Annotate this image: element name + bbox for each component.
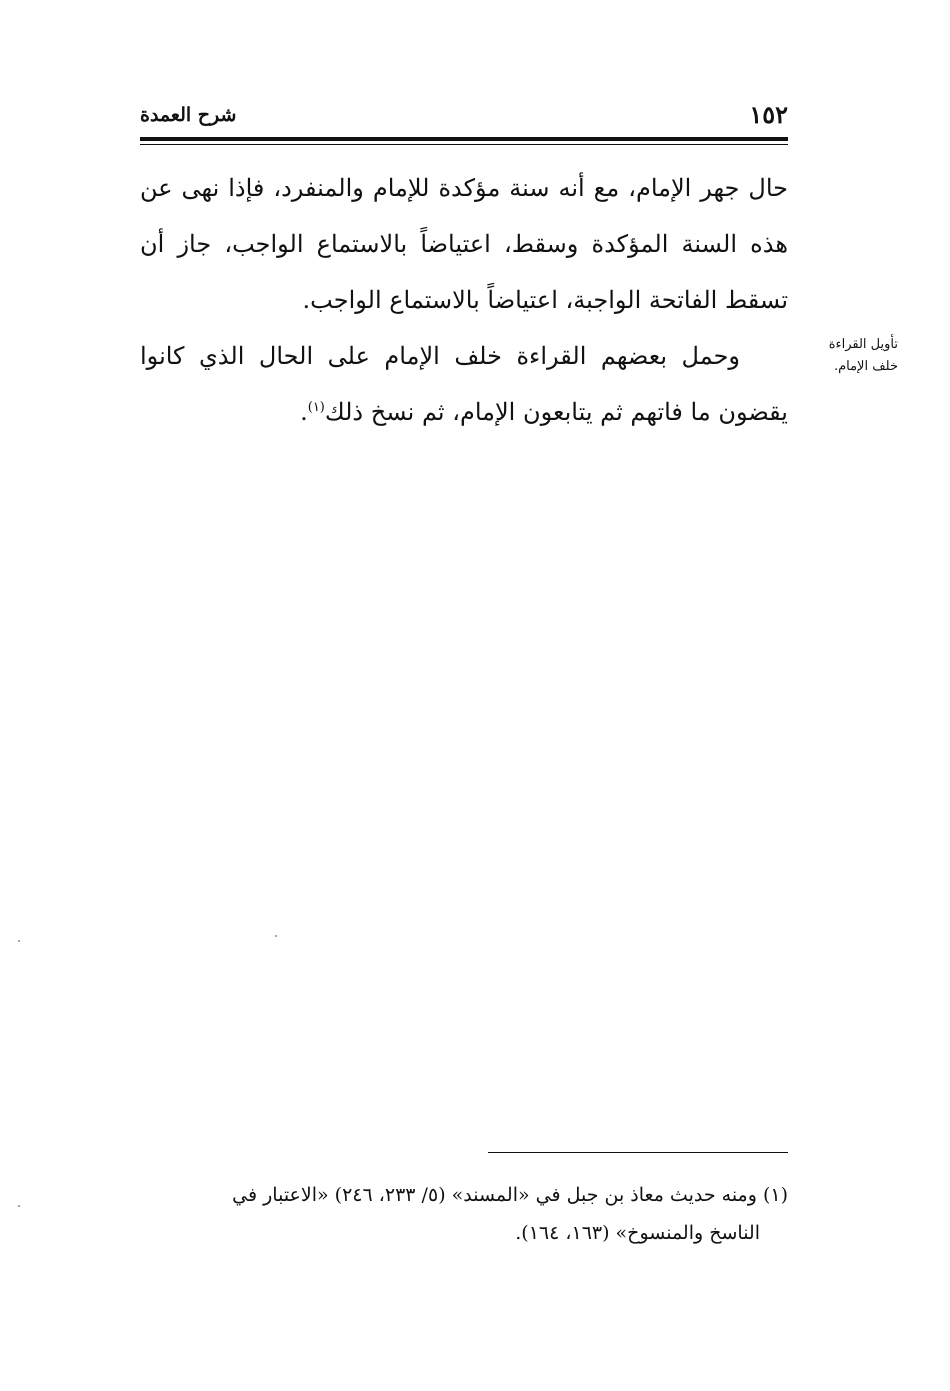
footnote-1 [140,1176,788,1252]
scan-speck [18,1205,20,1207]
footnote-marker: (١) [307,400,325,415]
margin-note [798,334,898,378]
scan-speck [275,935,277,937]
paragraph-2-text: وحمل بعضهم القراءة خلف الإمام على الحال الذي كانوا يقضون ما فاتهم ثم يتابعون الإمام، ثم نسخ ذلك [140,342,788,426]
footnote-1-line-1: (١) ومنه حديث معاذ بن جبل في «المسند» (٥/ ٢٣٣، ٢٤٦) «الاعتبار في [232,1184,788,1206]
running-book-title: شرح العمدة [140,104,237,126]
header-rule-thin [140,144,788,145]
paragraph-2-end: . [300,398,308,426]
paragraph-1: حال جهر الإمام، مع أنه سنة مؤكدة للإمام والمنفرد، فإذا نهى عن هذه السنة المؤكدة وسقط، اعتياضاً بالاستماع الواجب، جاز أن تسقط الفاتحة الواجبة، اعتياضاً بالاستماع الواجب. [140,174,788,314]
main-text [140,160,788,440]
margin-note-line-2: خلف الإمام. [833,359,898,374]
footnote-1-line-2: الناسخ والمنسوخ» (١٦٣، ١٦٤). [515,1222,760,1244]
page-header [140,100,788,130]
header-rule-thick [140,137,788,141]
paragraph-2 [140,328,788,440]
footnote-separator [488,1152,788,1153]
margin-note-line-1: تأويل القراءة [828,337,898,352]
scan-speck [18,940,20,942]
page-number: ١٥٢ [749,100,788,129]
